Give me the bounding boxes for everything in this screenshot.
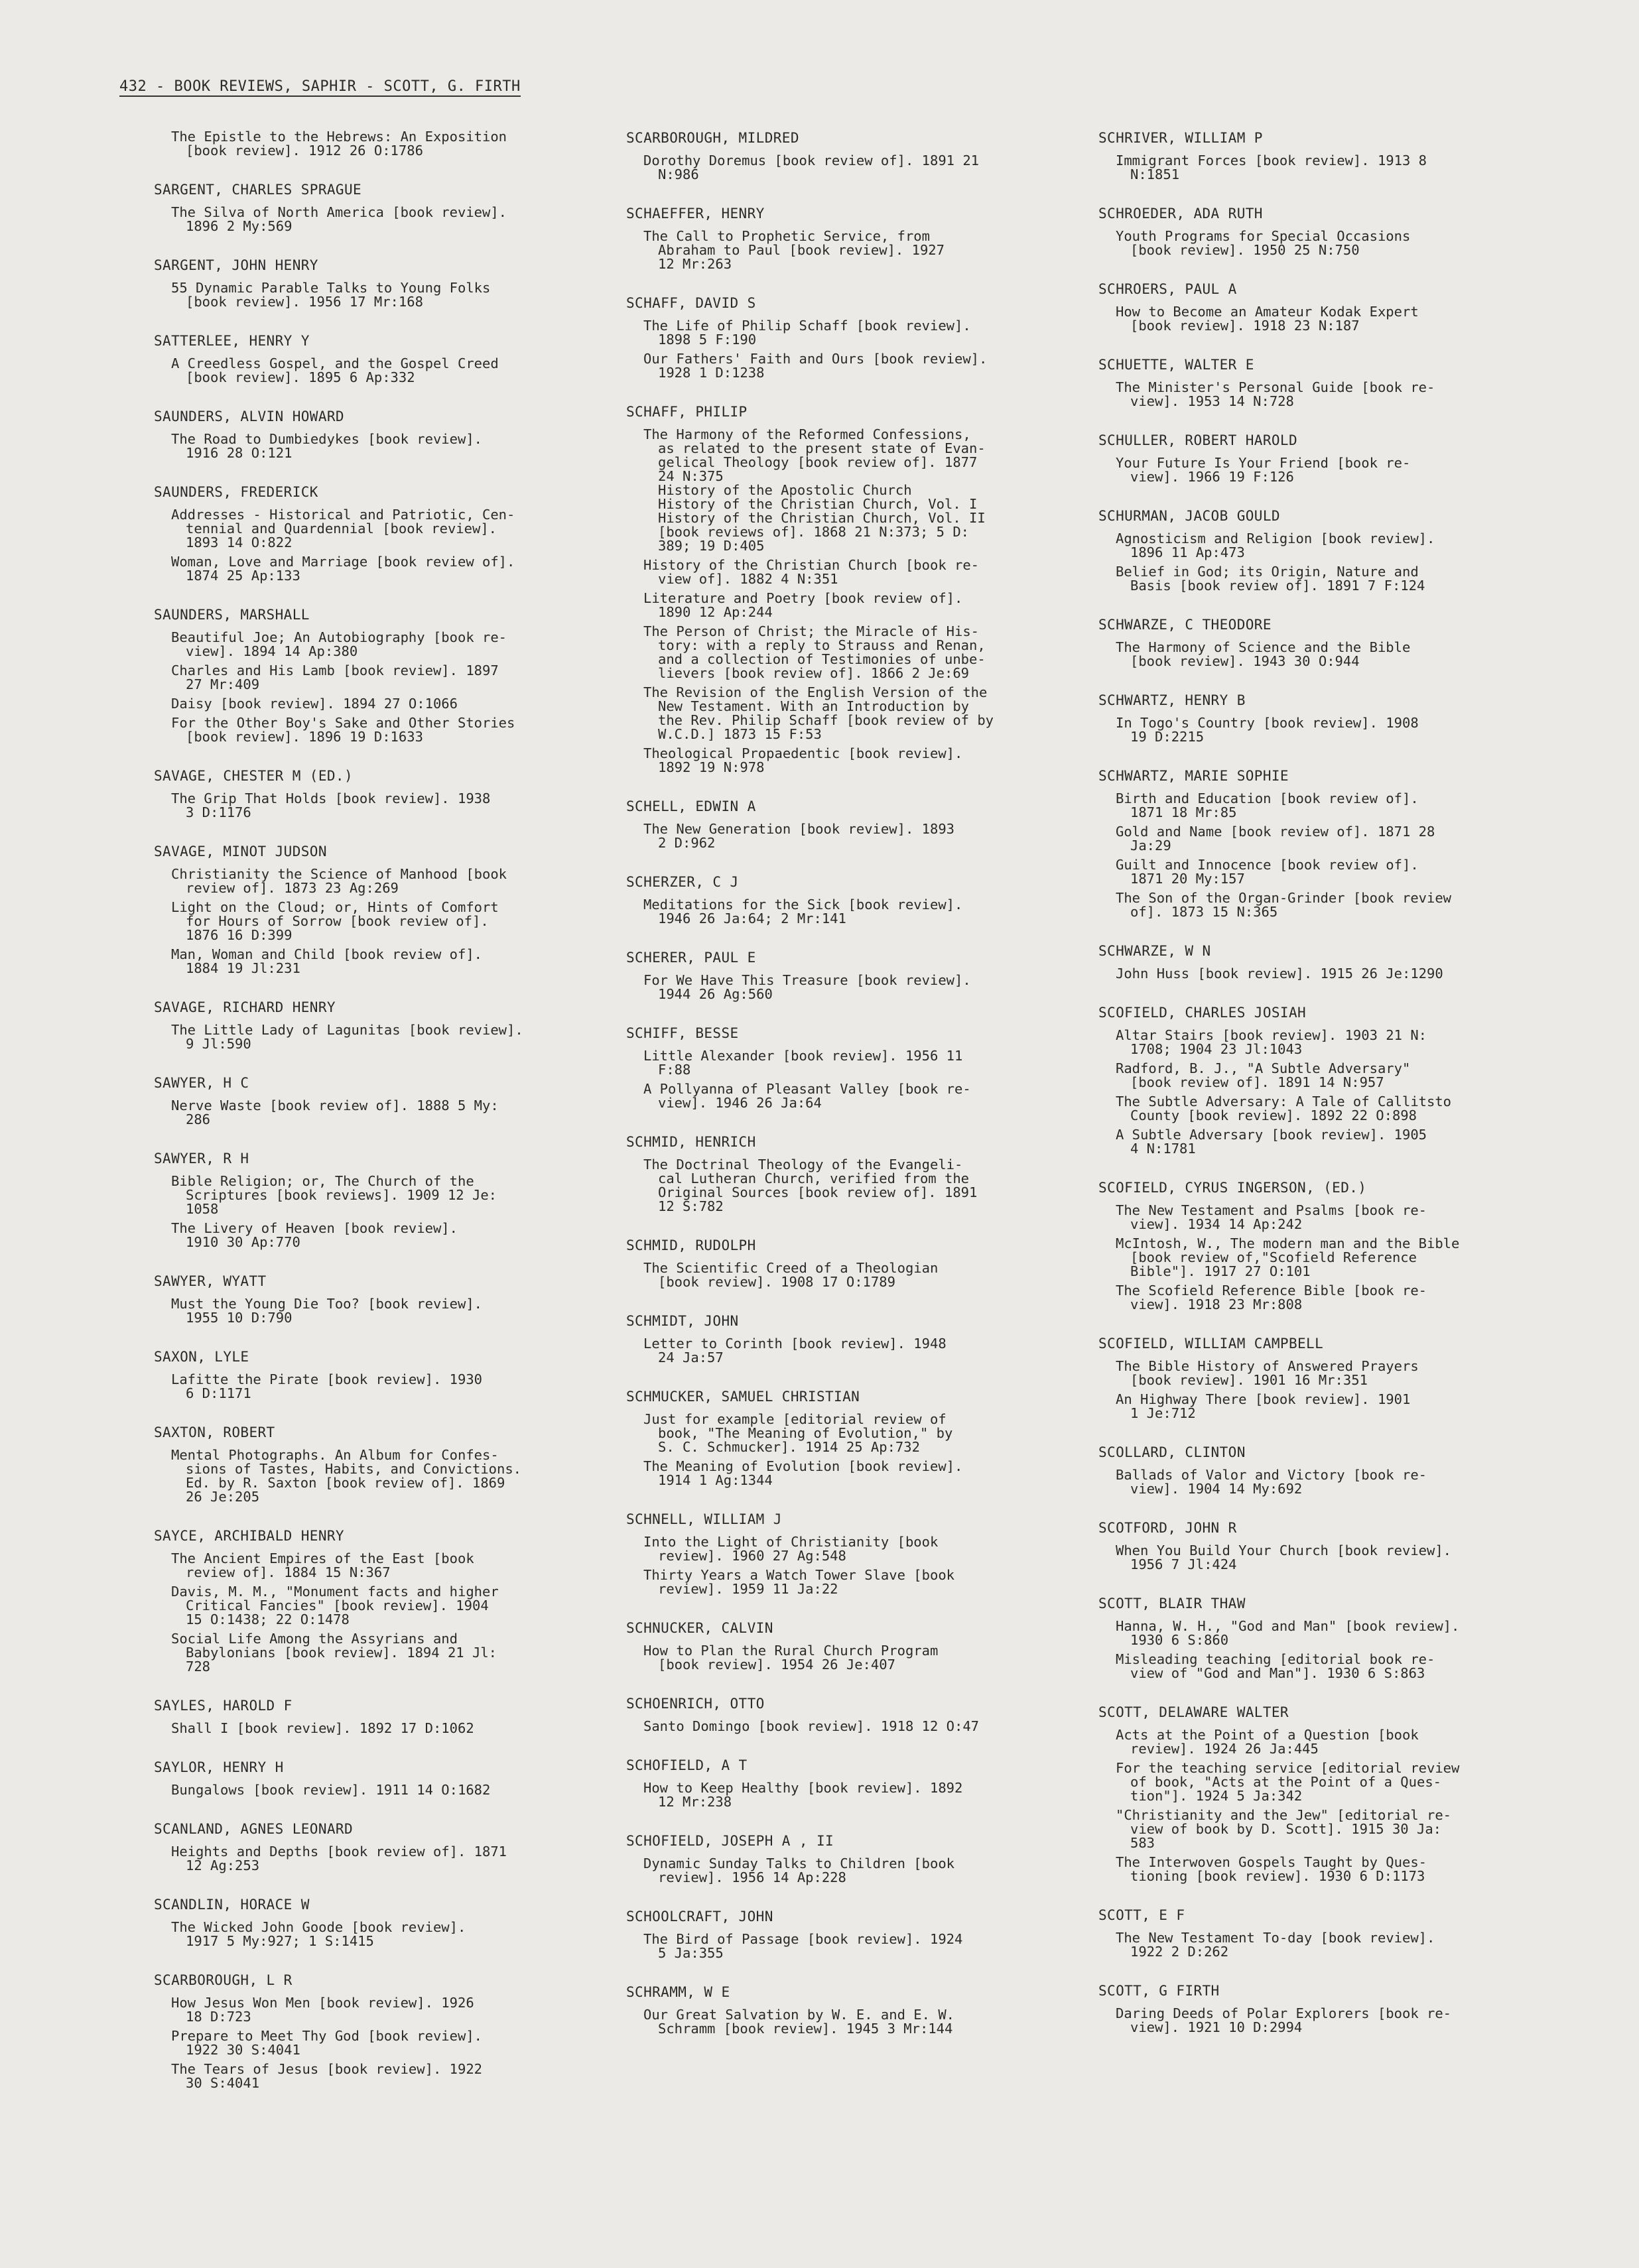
review-citation: How Jesus Won Men [book review]. 1926 18 D:723 xyxy=(171,1995,474,2025)
review-citation: Daisy [book review]. 1894 27 O:1066 xyxy=(171,696,458,712)
index-entry xyxy=(1098,1336,1576,1420)
review-citation: Dynamic Sunday Talks to Children [book review]. 1956 14 Ap:228 xyxy=(643,1856,954,1885)
index-entry xyxy=(626,1134,1104,1214)
index-entry xyxy=(626,874,1104,926)
review-citation: Heights and Depths [book review of]. 1871 12 Ag:253 xyxy=(171,1844,507,1873)
index-entry xyxy=(626,206,1104,271)
review-citation: The Bird of Passage [book review]. 1924 5 Ja:355 xyxy=(643,1931,963,1961)
review-citation: In Togo's Country [book review]. 1908 19 D:2215 xyxy=(1116,715,1419,745)
review-citation: The Life of Philip Schaff [book review]. 1898 5 F:190 xyxy=(643,318,971,347)
index-entry xyxy=(1098,943,1576,981)
review-citation: Birth and Education [book review of]. 1871 18 Mr:85 xyxy=(1116,790,1419,820)
review-citation: Bungalows [book review]. 1911 14 O:1682 xyxy=(171,1782,491,1798)
author-heading: SCHOENRICH, OTTO xyxy=(626,1696,765,1712)
author-heading: SCHAFF, DAVID S xyxy=(626,295,756,311)
author-heading: SCHOOLCRAFT, JOHN xyxy=(626,1909,773,1924)
review-citation: How to Plan the Rural Church Program [book review]. 1954 26 Je:407 xyxy=(643,1643,939,1672)
review-citation: The Livery of Heaven [book review]. 1910 30 Ap:770 xyxy=(171,1220,458,1250)
author-heading: SCHMID, RUDOLPH xyxy=(626,1237,756,1253)
author-heading: SCOTT, BLAIR THAW xyxy=(1098,1596,1246,1611)
review-citation: The Scofield Reference Bible [book re- view]. 1918 23 Mr:808 xyxy=(1116,1283,1427,1312)
index-entry xyxy=(1098,130,1576,182)
index-entry xyxy=(154,999,631,1051)
index-entry xyxy=(1098,1596,1576,1680)
index-column-2 xyxy=(626,130,1104,2060)
author-heading: SCHOFIELD, A T xyxy=(626,1757,748,1773)
review-citation: The Scientific Creed of a Theologian [book review]. 1908 17 O:1789 xyxy=(643,1260,939,1290)
review-citation: Guilt and Innocence [book review of]. 1871 20 My:157 xyxy=(1116,857,1419,887)
author-heading: SCHAFF, PHILIP xyxy=(626,404,748,420)
review-citation: The Wicked John Goode [book review]. 1917 5 My:927; 1 S:1415 xyxy=(171,1919,466,1949)
review-citation: How to Keep Healthy [book review]. 1892 12 Mr:238 xyxy=(643,1780,963,1810)
index-entry xyxy=(154,182,631,233)
review-citation: The Harmony of Science and the Bible [book review]. 1943 30 O:944 xyxy=(1116,639,1411,669)
review-citation: A Pollyanna of Pleasant Valley [book re- view]. 1946 26 Ja:64 xyxy=(643,1081,971,1111)
index-entry xyxy=(154,1349,631,1401)
author-heading: SAYLOR, HENRY H xyxy=(154,1759,284,1775)
index-entry xyxy=(626,1620,1104,1672)
review-citation: Thirty Years a Watch Tower Slave [book review]. 1959 11 Ja:22 xyxy=(643,1567,954,1597)
review-citation: Christianity the Science of Manhood [book review of]. 1873 23 Ag:269 xyxy=(171,866,507,896)
review-citation: Little Alexander [book review]. 1956 11 F:88 xyxy=(643,1048,963,1078)
author-heading: SCHUETTE, WALTER E xyxy=(1098,357,1254,373)
index-entry xyxy=(154,607,631,744)
author-heading: SATTERLEE, HENRY Y xyxy=(154,333,310,349)
review-citation: Acts at the Point of a Question [book review]. 1924 26 Ja:445 xyxy=(1116,1727,1419,1757)
author-heading: SCHERZER, C J xyxy=(626,874,739,890)
index-entry xyxy=(626,1025,1104,1110)
review-citation: Our Fathers' Faith and Ours [book review]. 1928 1 D:1238 xyxy=(643,351,988,381)
index-entry xyxy=(1098,357,1576,409)
author-heading: SARGENT, JOHN HENRY xyxy=(154,257,318,273)
author-heading: SCHMIDT, JOHN xyxy=(626,1313,739,1329)
index-entry xyxy=(154,1273,631,1325)
author-heading: SCANDLIN, HORACE W xyxy=(154,1897,310,1913)
index-entry xyxy=(1098,206,1576,257)
author-heading: SCARBOROUGH, L R xyxy=(154,1972,293,1988)
review-citation: Into the Light of Christianity [book review]. 1960 27 Ag:548 xyxy=(643,1534,939,1564)
review-citation: Dorothy Doremus [book review of]. 1891 21 N:986 xyxy=(643,153,980,182)
author-heading: SAUNDERS, ALVIN HOWARD xyxy=(154,409,344,424)
review-citation: The Grip That Holds [book review]. 1938 3 D:1176 xyxy=(171,790,491,820)
review-citation: The Road to Dumbiedykes [book review]. 1916 28 O:121 xyxy=(171,431,482,461)
review-citation: Light on the Cloud; or, Hints of Comfort for Hours of Sorrow [book review of]. 1876 16 D:399 xyxy=(171,899,499,943)
review-citation: The New Testament To-day [book review]. 1922 2 D:262 xyxy=(1116,1930,1435,1960)
index-entry xyxy=(154,1424,631,1504)
review-citation: Literature and Poetry [book review of]. 1890 12 Ap:244 xyxy=(643,590,963,620)
index-entry xyxy=(154,484,631,583)
author-heading: SCOTT, DELAWARE WALTER xyxy=(1098,1704,1289,1720)
index-entry xyxy=(154,1972,631,2090)
author-heading: SCANLAND, AGNES LEONARD xyxy=(154,1821,353,1837)
review-citation: Meditations for the Sick [book review]. 1946 26 Ja:64; 2 Mr:141 xyxy=(643,897,963,926)
index-entry xyxy=(626,295,1104,380)
review-citation: A Subtle Adversary [book review]. 1905 4 N:1781 xyxy=(1116,1127,1427,1157)
index-entry xyxy=(1098,617,1576,668)
page-header: 432 - BOOK REVIEWS, SAPHIR - SCOTT, G. FIRTH xyxy=(119,78,521,97)
author-heading: SAVAGE, CHESTER M (ED.) xyxy=(154,768,353,784)
review-citation: Prepare to Meet Thy God [book review]. 1922 30 S:4041 xyxy=(171,2028,482,2058)
index-entry xyxy=(1098,508,1576,593)
review-citation: The Harmony of the Reformed Confessions, as related to the present state of Evan- gelical Theology [book review of]. 1877 24 N:375 History of the Apostolic Church History of the Christian Church, Vol. I History of the Christian Church, Vol. II [book reviews of]. 1868 21 N:373; 5 D: 389; 19 D:405 xyxy=(643,426,986,554)
index-entry xyxy=(154,1075,631,1127)
review-citation: Woman, Love and Marriage [book review of]. 1874 25 Ap:133 xyxy=(171,554,515,584)
review-citation: Radford, B. J., "A Subtle Adversary" [book review of]. 1891 14 N:957 xyxy=(1116,1060,1411,1090)
review-citation: Agnosticism and Religion [book review]. 1896 11 Ap:473 xyxy=(1116,531,1435,560)
review-citation: History of the Christian Church [book re- view of]. 1882 4 N:351 xyxy=(643,557,980,587)
review-citation: The Silva of North America [book review]. 1896 2 My:569 xyxy=(171,204,507,234)
review-citation: Letter to Corinth [book review]. 1948 24 Ja:57 xyxy=(643,1336,947,1365)
author-heading: SCOFIELD, CHARLES JOSIAH xyxy=(1098,1005,1307,1021)
review-citation: Lafitte the Pirate [book review]. 1930 6 D:1171 xyxy=(171,1371,482,1401)
review-citation: For the teaching service [editorial review of book, "Acts at the Point of a Ques- tion"]. 1924 5 Ja:342 xyxy=(1116,1760,1460,1804)
index-entry xyxy=(626,1237,1104,1289)
author-heading: SCHERER, PAUL E xyxy=(626,950,756,966)
index-entry xyxy=(1098,1180,1576,1312)
review-citation: The Little Lady of Lagunitas [book review]. 9 Jl:590 xyxy=(171,1022,523,1052)
review-citation: Your Future Is Your Friend [book re- view]. 1966 19 F:126 xyxy=(1116,455,1411,485)
author-heading: SCOFIELD, WILLIAM CAMPBELL xyxy=(1098,1336,1324,1352)
index-entry xyxy=(154,1821,631,1873)
author-heading: SCOTT, G FIRTH xyxy=(1098,1983,1220,1999)
author-heading: SCHURMAN, JACOB GOULD xyxy=(1098,508,1280,524)
review-citation: For the Other Boy's Sake and Other Stories [book review]. 1896 19 D:1633 xyxy=(171,715,515,745)
review-citation: Santo Domingo [book review]. 1918 12 O:47 xyxy=(643,1718,980,1734)
author-heading: SAYLES, HAROLD F xyxy=(154,1698,293,1714)
index-entry xyxy=(626,1511,1104,1596)
review-citation: For We Have This Treasure [book review]. 1944 26 Ag:560 xyxy=(643,972,971,1002)
author-heading: SCHAEFFER, HENRY xyxy=(626,206,765,221)
author-heading: SCHRAMM, W E xyxy=(626,1984,730,2000)
author-heading: SAWYER, WYATT xyxy=(154,1273,267,1289)
author-heading: SCHULLER, ROBERT HAROLD xyxy=(1098,432,1297,448)
review-citation: When You Build Your Church [book review]. 1956 7 Jl:424 xyxy=(1116,1543,1452,1572)
index-entry xyxy=(1098,1444,1576,1496)
review-citation: The New Testament and Psalms [book re- view]. 1934 14 Ap:242 xyxy=(1116,1202,1427,1232)
review-citation: Social Life Among the Assyrians and Babylonians [book review]. 1894 21 Jl: 728 xyxy=(171,1631,497,1674)
index-entry xyxy=(1098,281,1576,333)
review-citation: Theological Propaedentic [book review]. 1892 19 N:978 xyxy=(643,745,963,775)
index-entry xyxy=(626,950,1104,1001)
review-citation: How to Become an Amateur Kodak Expert [book review]. 1918 23 N:187 xyxy=(1116,304,1419,334)
index-entry xyxy=(154,1698,631,1735)
index-entry xyxy=(626,130,1104,182)
index-entry xyxy=(626,1389,1104,1487)
index-entry xyxy=(1098,692,1576,744)
review-citation: Misleading teaching [editorial book re- view of "God and Man"]. 1930 6 S:863 xyxy=(1116,1651,1435,1681)
author-heading: SAXTON, ROBERT xyxy=(154,1424,275,1440)
index-entry xyxy=(154,1759,631,1797)
review-citation: Gold and Name [book review of]. 1871 28 Ja:29 xyxy=(1116,824,1435,853)
index-entry xyxy=(1098,1704,1576,1883)
review-citation: The New Generation [book review]. 1893 2 D:962 xyxy=(643,821,954,851)
review-citation: "Christianity and the Jew" [editorial re- view of book by D. Scott]. 1915 30 Ja: 583 xyxy=(1116,1807,1452,1851)
index-entry xyxy=(154,768,631,820)
index-entry xyxy=(1098,1907,1576,1959)
review-citation: The Son of the Organ-Grinder [book review of]. 1873 15 N:365 xyxy=(1116,890,1452,920)
review-citation: Just for example [editorial review of book, "The Meaning of Evolution," by S. C. Schmucker]. 1914 25 Ap:732 xyxy=(643,1411,953,1455)
review-citation: The Meaning of Evolution [book review]. 1914 1 Ag:1344 xyxy=(643,1458,963,1488)
review-citation: John Huss [book review]. 1915 26 Je:1290 xyxy=(1116,966,1443,981)
index-column-1 xyxy=(154,130,631,2114)
review-citation: Addresses - Historical and Patriotic, Cen- tennial and Quardennial [book review]. 1893 14 O:822 xyxy=(171,507,515,550)
review-citation: 55 Dynamic Parable Talks to Young Folks [book review]. 1956 17 Mr:168 xyxy=(171,280,491,310)
author-heading: SCHWARTZ, HENRY B xyxy=(1098,692,1246,708)
index-entry xyxy=(1098,1983,1576,2035)
index-entry xyxy=(154,333,631,385)
review-citation: The Doctrinal Theology of the Evangeli- cal Lutheran Church, verified from the Original Sources [book review of]. 1891 12 S:782 xyxy=(643,1157,978,1214)
review-citation: Mental Photographs. An Album for Confes- sions of Tastes, Habits, and Convictions. Ed. by R. Saxton [book review of]. 1869 26 Je:205 xyxy=(171,1447,522,1505)
review-citation: A Creedless Gospel, and the Gospel Creed [book review]. 1895 6 Ap:332 xyxy=(171,355,499,385)
index-entry xyxy=(626,1984,1104,2036)
review-citation: Must the Young Die Too? [book review]. 1955 10 D:790 xyxy=(171,1296,482,1326)
review-citation: Davis, M. M., "Monument facts and higher Critical Fancies" [book review]. 1904 15 O:1438; 22 O:1478 xyxy=(171,1584,499,1627)
author-heading: SCHWARZE, C THEODORE xyxy=(1098,617,1272,633)
author-heading: SCHMID, HENRICH xyxy=(626,1134,756,1150)
index-entry xyxy=(626,1696,1104,1733)
review-citation: Belief in God; its Origin, Nature and Basis [book review of]. 1891 7 F:124 xyxy=(1116,564,1425,594)
review-citation: An Highway There [book review]. 1901 1 Je:712 xyxy=(1116,1391,1411,1421)
author-heading: SCHNELL, WILLIAM J xyxy=(626,1511,782,1527)
index-entry xyxy=(1098,1520,1576,1572)
author-heading: SAVAGE, RICHARD HENRY xyxy=(154,999,336,1015)
author-heading: SCOFIELD, CYRUS INGERSON, (ED.) xyxy=(1098,1180,1367,1196)
review-citation: Beautiful Joe; An Autobiography [book re- view]. 1894 14 Ap:380 xyxy=(171,629,507,659)
index-entry xyxy=(626,1833,1104,1885)
author-heading: SCHWARTZ, MARIE SOPHIE xyxy=(1098,768,1289,784)
index-entry xyxy=(626,798,1104,850)
index-entry xyxy=(1098,768,1576,919)
author-heading: SCHMUCKER, SAMUEL CHRISTIAN xyxy=(626,1389,860,1405)
author-heading: SCHRIVER, WILLIAM P xyxy=(1098,130,1263,146)
index-entry xyxy=(626,1909,1104,1960)
review-citation: Man, Woman and Child [book review of]. 1884 19 Jl:231 xyxy=(171,946,482,976)
author-heading: SCHIFF, BESSE xyxy=(626,1025,739,1041)
review-citation: The Revision of the English Version of the New Testament. With an Introduction by the Rev. Philip Schaff [book review of by W.C.D.] 1873 15 F:53 xyxy=(643,684,994,742)
review-citation: The Subtle Adversary: A Tale of Callitsto County [book review]. 1892 22 O:898 xyxy=(1116,1094,1452,1123)
review-citation: Daring Deeds of Polar Explorers [book re- view]. 1921 10 D:2994 xyxy=(1116,2005,1452,2035)
author-heading: SCHNUCKER, CALVIN xyxy=(626,1620,773,1636)
author-heading: SCHROEDER, ADA RUTH xyxy=(1098,206,1263,221)
author-heading: SCARBOROUGH, MILDRED xyxy=(626,130,799,146)
author-heading: SCOTFORD, JOHN R xyxy=(1098,1520,1237,1536)
review-citation: Immigrant Forces [book review]. 1913 8 N:1851 xyxy=(1116,153,1427,182)
index-entry xyxy=(1098,432,1576,484)
author-heading: SCHELL, EDWIN A xyxy=(626,798,756,814)
review-citation: The Ancient Empires of the East [book review of]. 1884 15 N:367 xyxy=(171,1550,474,1580)
author-heading: SAWYER, R H xyxy=(154,1151,249,1166)
author-heading: SAYCE, ARCHIBALD HENRY xyxy=(154,1528,344,1544)
index-work-continued: The Epistle to the Hebrews: An Exposition [book review]. 1912 26 O:1786 xyxy=(171,129,507,158)
review-citation: Nerve Waste [book review of]. 1888 5 My: 286 xyxy=(171,1098,499,1127)
index-entry xyxy=(154,1897,631,1948)
review-citation: The Bible History of Answered Prayers [book review]. 1901 16 Mr:351 xyxy=(1116,1358,1419,1388)
author-heading: SAVAGE, MINOT JUDSON xyxy=(154,844,327,859)
author-heading: SCHWARZE, W N xyxy=(1098,943,1211,959)
index-entry xyxy=(154,257,631,309)
index-entry xyxy=(154,1528,631,1674)
review-citation: The Tears of Jesus [book review]. 1922 30 S:4041 xyxy=(171,2061,482,2091)
review-citation: Ballads of Valor and Victory [book re- view]. 1904 14 My:692 xyxy=(1116,1467,1427,1497)
review-citation: Bible Religion; or, The Church of the Scriptures [book reviews]. 1909 12 Je: 1058 xyxy=(171,1173,497,1217)
index-entry xyxy=(626,1757,1104,1809)
index-column-3 xyxy=(1098,130,1576,2058)
author-heading: SAWYER, H C xyxy=(154,1075,249,1091)
index-entry xyxy=(1098,1005,1576,1156)
review-citation: The Call to Prophetic Service, from Abraham to Paul [book review]. 1927 12 Mr:263 xyxy=(643,228,945,272)
author-heading: SARGENT, CHARLES SPRAGUE xyxy=(154,182,362,198)
review-citation: Shall I [book review]. 1892 17 D:1062 xyxy=(171,1720,474,1736)
review-citation: Charles and His Lamb [book review]. 1897 27 Mr:409 xyxy=(171,662,499,692)
index-entry xyxy=(154,409,631,460)
author-heading: SCHROERS, PAUL A xyxy=(1098,281,1237,297)
author-heading: SAXON, LYLE xyxy=(154,1349,249,1365)
author-heading: SCHOFIELD, JOSEPH A , II xyxy=(626,1833,834,1849)
author-heading: SAUNDERS, FREDERICK xyxy=(154,484,318,500)
review-citation: Our Great Salvation by W. E. and E. W. Schramm [book review]. 1945 3 Mr:144 xyxy=(643,2007,954,2037)
review-citation: The Interwoven Gospels Taught by Ques- tioning [book review]. 1930 6 D:1173 xyxy=(1116,1854,1427,1884)
index-entry xyxy=(626,1313,1104,1365)
index-entry xyxy=(154,1151,631,1249)
review-citation: The Minister's Personal Guide [book re- view]. 1953 14 N:728 xyxy=(1116,379,1435,409)
review-citation: McIntosh, W., The modern man and the Bible [book review of,"Scofield Reference Bible"]. 1917 27 O:101 xyxy=(1116,1235,1460,1279)
review-citation: Youth Programs for Special Occasions [book review]. 1950 25 N:750 xyxy=(1116,228,1411,258)
review-citation: Altar Stairs [book review]. 1903 21 N: 1708; 1904 23 Jl:1043 xyxy=(1116,1027,1427,1057)
index-entry xyxy=(626,404,1104,775)
review-citation: Hanna, W. H., "God and Man" [book review]. 1930 6 S:860 xyxy=(1116,1618,1460,1648)
author-heading: SAUNDERS, MARSHALL xyxy=(154,607,310,623)
author-heading: SCOLLARD, CLINTON xyxy=(1098,1444,1246,1460)
review-citation: The Person of Christ; the Miracle of His- tory: with a reply to Strauss and Renan, and a collection of Testimonies of unbe- lievers [book review of]. 1866 2 Je:69 xyxy=(643,623,986,681)
index-entry xyxy=(154,844,631,976)
author-heading: SCOTT, E F xyxy=(1098,1907,1185,1923)
